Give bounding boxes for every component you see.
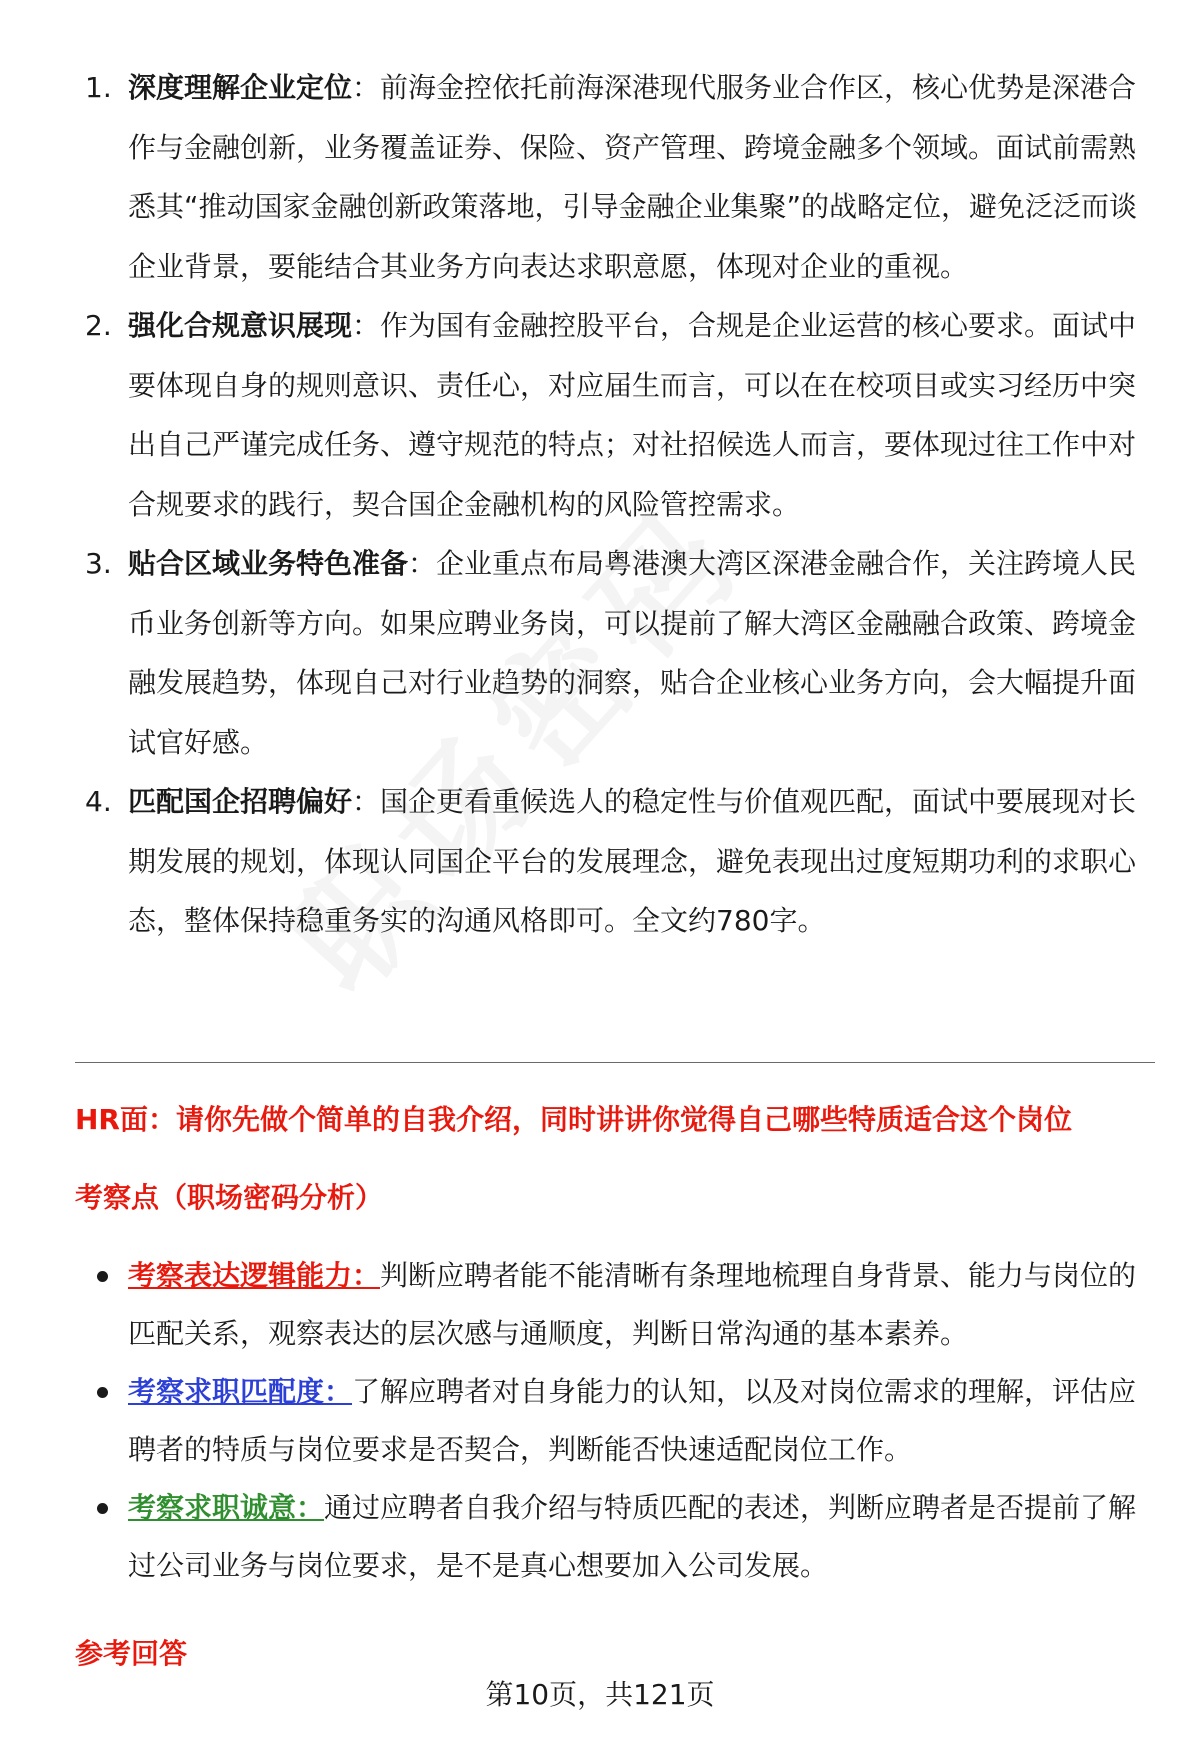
assessment-point — [75, 1247, 1145, 1363]
point-keyword: 考察求职诚意： — [128, 1491, 325, 1524]
tip-title: 深度理解企业定位 — [128, 71, 353, 104]
tip-body: 企业重点布局粤港澳大湾区深港金融合作，关注跨境人民币业务创新等方向。如果应聘业务岗，可以提前了解大湾区金融融合政策、跨境金融发展趋势，体现自己对行业趋势的洞察，贴合企业核心业务方向，会大幅提升面试官好感。 — [128, 547, 1137, 759]
tip-body: 作为国有金融控股平台，合规是企业运营的核心要求。面试中要体现自身的规则意识、责任心，对应届生而言，可以在在校项目或实习经历中突出自己严谨完成任务、遵守规范的特点；对社招候选人而言，要体现过往工作中对合规要求的践行，契合国企金融机构的风险管控需求。 — [128, 309, 1137, 521]
tip-number: 3. — [85, 547, 112, 580]
tip-title: 强化合规意识展现 — [128, 309, 353, 342]
assessment-point — [75, 1479, 1145, 1595]
bullet-icon — [97, 1503, 108, 1514]
tip-separator: ： — [408, 547, 437, 580]
point-keyword: 考察表达逻辑能力： — [128, 1259, 381, 1292]
tip-separator: ： — [352, 785, 381, 818]
assessment-points-list — [75, 1247, 1145, 1595]
reference-answer-heading: 参考回答 — [75, 1637, 188, 1670]
hr-question-heading: HR面：请你先做个简单的自我介绍，同时讲讲你觉得自己哪些特质适合这个岗位 — [75, 1103, 1072, 1136]
point-keyword: 考察求职匹配度： — [128, 1375, 353, 1408]
tip-number: 2. — [85, 309, 112, 342]
tip-title: 匹配国企招聘偏好 — [128, 785, 353, 818]
tip-separator: ： — [352, 71, 381, 104]
tip-title: 贴合区域业务特色准备 — [128, 547, 409, 580]
tip-item — [75, 296, 1145, 534]
bullet-icon — [97, 1387, 108, 1398]
point-body: 判断应聘者能不能清晰有条理地梳理自身背景、能力与岗位的匹配关系，观察表达的层次感与通顺度，判断日常沟通的基本素养。 — [128, 1259, 1137, 1350]
page-number-footer: 第10页，共121页 — [485, 1678, 715, 1711]
tip-number: 1. — [85, 71, 112, 104]
point-body: 通过应聘者自我介绍与特质匹配的表述，判断应聘者是否提前了解过公司业务与岗位要求，是不是真心想要加入公司发展。 — [128, 1491, 1137, 1582]
tip-item — [75, 772, 1145, 951]
section-divider — [75, 1062, 1155, 1063]
tip-body: 国企更看重候选人的稳定性与价值观匹配，面试中要展现对长期发展的规划，体现认同国企平台的发展理念，避免表现出过度短期功利的求职心态，整体保持稳重务实的沟通风格即可。全文约780字。 — [128, 785, 1137, 937]
tip-item — [75, 58, 1145, 296]
tips-list — [75, 58, 1145, 951]
tip-item — [75, 534, 1145, 772]
tip-body: 前海金控依托前海深港现代服务业合作区，核心优势是深港合作与金融创新，业务覆盖证券、保险、资产管理、跨境金融多个领域。面试前需熟悉其“推动国家金融创新政策落地，引导金融企业集聚”的战略定位，避免泛泛而谈企业背景，要能结合其业务方向表达求职意愿，体现对企业的重视。 — [128, 71, 1138, 283]
point-body: 了解应聘者对自身能力的认知，以及对岗位需求的理解，评估应聘者的特质与岗位要求是否契合，判断能否快速适配岗位工作。 — [128, 1375, 1137, 1466]
assessment-point — [75, 1363, 1145, 1479]
analysis-subheading: 考察点（职场密码分析） — [75, 1181, 384, 1214]
bullet-icon — [97, 1271, 108, 1282]
tip-number: 4. — [85, 785, 112, 818]
tip-separator: ： — [352, 309, 381, 342]
